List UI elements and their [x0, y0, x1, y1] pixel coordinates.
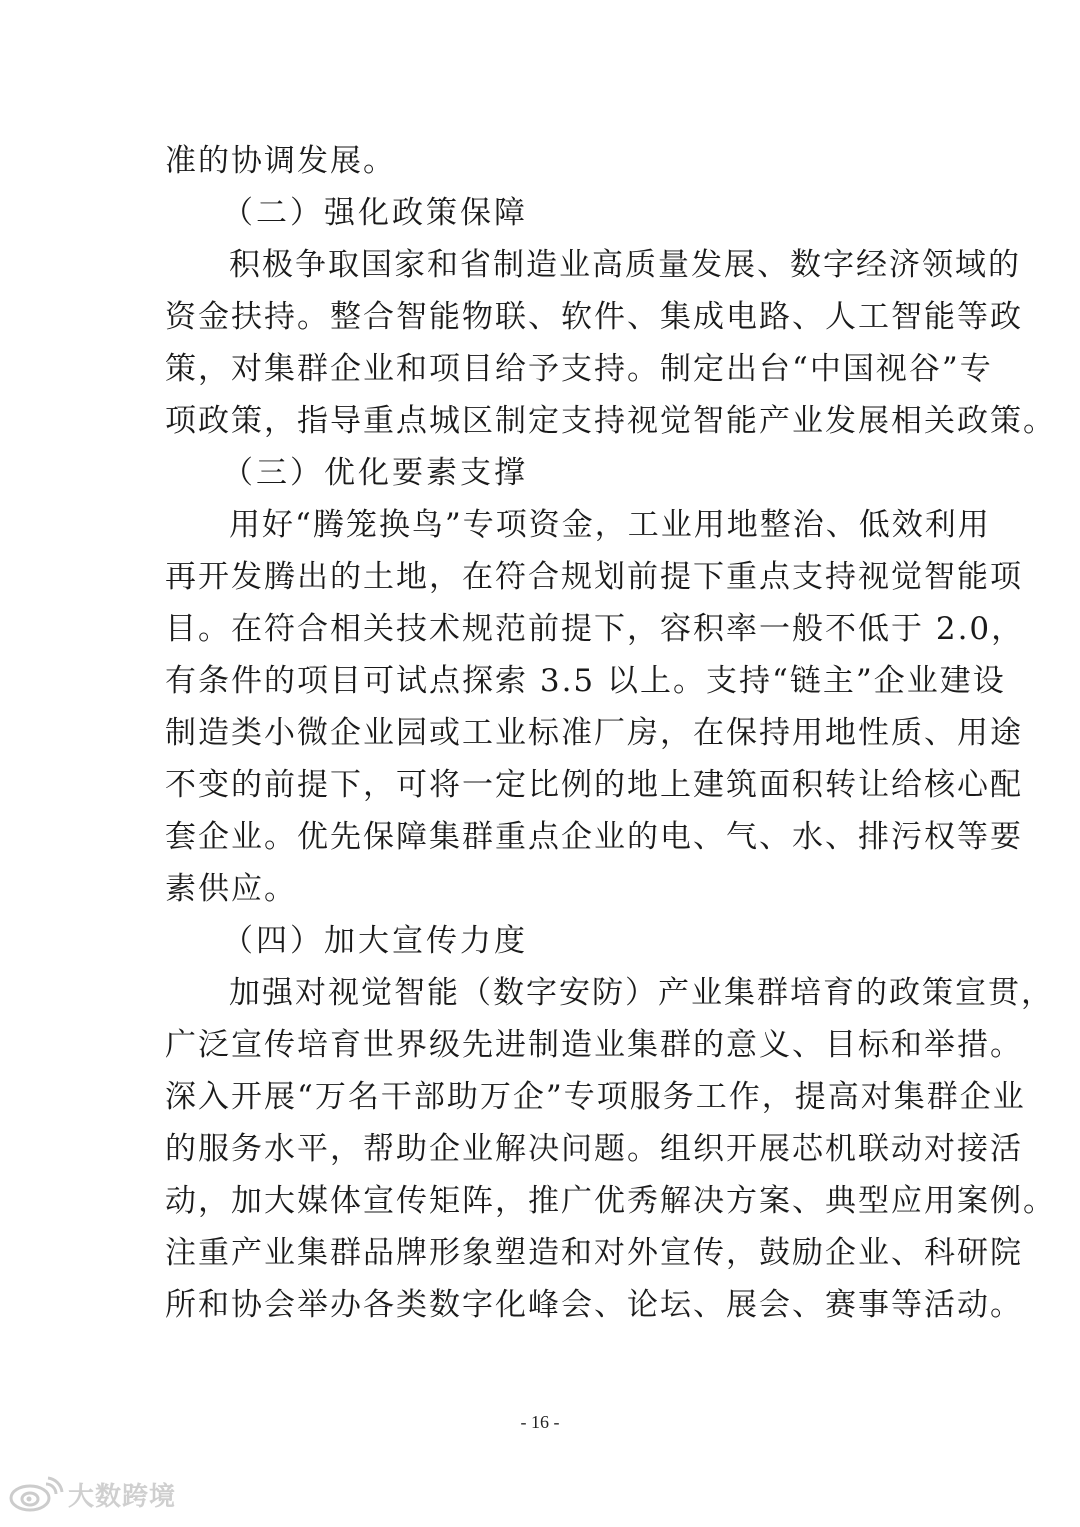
paragraph-line: 有条件的项目可试点探索 3.5 以上。支持“链主”企业建设 — [165, 663, 1006, 699]
paragraph-line: 准的协调发展。 — [165, 143, 396, 179]
paragraph-line: 套企业。优先保障集群重点企业的电、气、水、排污权等要 — [165, 819, 1023, 855]
watermark-text: 大数跨境 — [68, 1481, 177, 1512]
paragraph-line: 的服务水平，帮助企业解决问题。组织开展芯机联动对接活 — [165, 1131, 1023, 1167]
paragraph-line: 动，加大媒体宣传矩阵，推广优秀解决方案、典型应用案例。 — [165, 1183, 1056, 1219]
paragraph-line: 不变的前提下，可将一定比例的地上建筑面积转让给核心配 — [165, 767, 1023, 803]
paragraph-line: 所和协会举办各类数字化峰会、论坛、展会、赛事等活动。 — [165, 1287, 1023, 1323]
paragraph-line: 目。在符合相关技术规范前提下，容积率一般不低于 2.0， — [165, 611, 1025, 647]
watermark — [8, 1474, 176, 1514]
section-heading-3: （三）优化要素支撑 — [222, 455, 528, 491]
paragraph-line: 注重产业集群品牌形象塑造和对外宣传，鼓励企业、科研院 — [165, 1235, 1023, 1271]
paragraph-line: 素供应。 — [165, 871, 297, 907]
paragraph-line: 资金扶持。整合智能物联、软件、集成电路、人工智能等政 — [165, 299, 1023, 335]
paragraph-line: 积极争取国家和省制造业高质量发展、数字经济领域的 — [229, 247, 1021, 283]
paragraph-line: 再开发腾出的土地，在符合规划前提下重点支持视觉智能项 — [165, 559, 1023, 595]
paragraph-line: 项政策，指导重点城区制定支持视觉智能产业发展相关政策。 — [165, 403, 1056, 439]
paragraph-line: 制造类小微企业园或工业标准厂房，在保持用地性质、用途 — [165, 715, 1023, 751]
paragraph-line: 广泛宣传培育世界级先进制造业集群的意义、目标和举措。 — [165, 1027, 1023, 1063]
section-heading-4: （四）加大宣传力度 — [222, 923, 528, 959]
section-heading-2: （二）强化政策保障 — [222, 195, 528, 231]
paragraph-line: 深入开展“万名干部助万企”专项服务工作，提高对集群企业 — [165, 1079, 1026, 1115]
page-number: - 16 - — [520, 1412, 560, 1432]
weibo-logo-icon — [8, 1476, 64, 1512]
paragraph-line: 用好“腾笼换鸟”专项资金，工业用地整治、低效利用 — [229, 507, 991, 543]
paragraph-line: 策，对集群企业和项目给予支持。制定出台“中国视谷”专 — [165, 351, 993, 387]
paragraph-line: 加强对视觉智能（数字安防）产业集群培育的政策宣贯， — [229, 975, 1054, 1011]
